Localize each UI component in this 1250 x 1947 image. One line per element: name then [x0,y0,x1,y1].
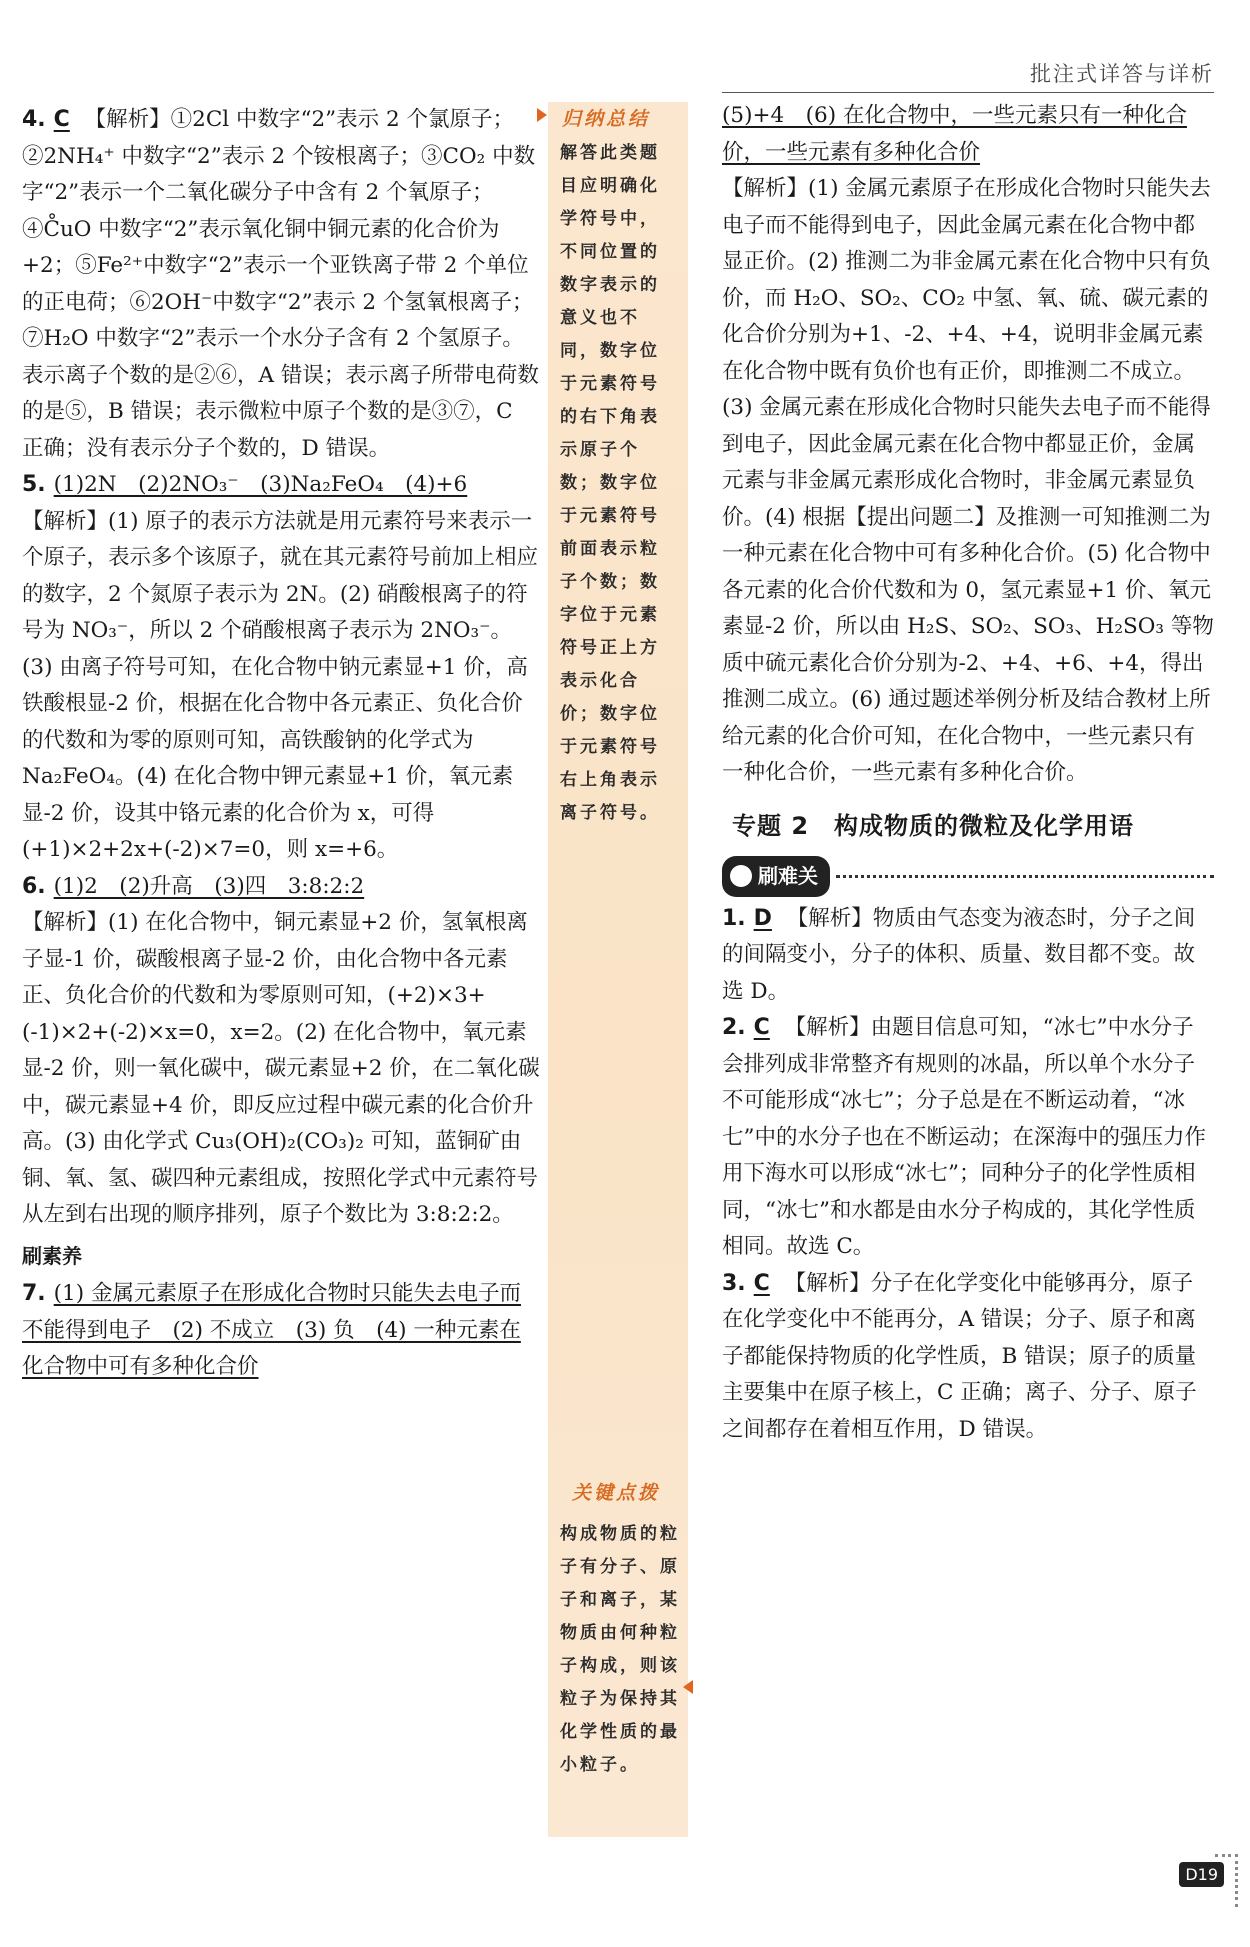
question-7 [22,1276,540,1386]
question-7-explanation: 【解析】(1) 金属元素原子在形成化合物时只能失去电子而不能得到电子，因此金属元素在化合物中都显正价。(2) 推测二为非金属元素在化合物中只有负价，而 H₂O、SO₂、CO₂ 中氢、氧、硫、碳元素的化合价分别为+1、-2、+4、+4，说明非金属元素在化合物中既有负价也有正价，即推测二不成立。(3) 金属元素在形成化合物时只能失去电子而不能得到电子，因此金属元素在化合物中都显正价，金属元素与非金属元素形成化合物时，非金属元素显负价。(4) 根据【提出问题二】及推测一可知推测二为一种元素在化合物中可有多种化合价。(5) 化合物中各元素的化合价代数和为 0，氢元素显+1 价、氧元素显-2 价，所以由 H₂S、SO₂、SO₃、H₂SO₃ 等物质中硫元素化合价分别为-2、+4、+6、+4，得出推测二成立。(6) 通过题述举例分析及结合教材上所给元素的化合价可知，在化合物中，一些元素只有一种化合价，一些元素有多种化合价。 [722,176,1214,785]
hard-section-bar [722,856,1214,897]
answer: (1)2N (2)2NO₃⁻ (3)Na₂FeO₄ (4)+6 [53,472,468,497]
question-7-answer-cont: (5)+4 (6) 在化合物中，一些元素只有一种化合价，一些元素有多种化合价 [722,103,1187,165]
header-rule [722,92,1214,93]
dotted-divider [836,875,1214,878]
hard-label: 刷难关 [758,864,818,888]
explanation: 【解析】(1) 在化合物中，铜元素显+2 价，氢氧根离子显-1 价，碳酸根离子显-2 价，由化合物中各元素正、负化合价的代数和为零原则可知，(+2)×3+(-1)×2+(-2)×x=0，x=2。(2) 在化合物中，氧元素显-2 价，则一氧化碳中，碳元素显+2 价，在二氧化碳中，碳元素显+4 价，即反应过程中碳元素的化合价升高。(3) 由化学式 Cu₃(OH)₂(CO₃)₂ 可知，蓝铜矿由铜、氧、氢、碳四种元素组成，按照化学式中元素符号从左到右出现的顺序排列，原子个数比为 3:8:2:2。 [22,910,540,1227]
question-number: 3. [722,1270,746,1296]
summary-text: 解答此类题目应明确化学符号中，不同位置的数字表示的意义也不同，数字位于元素符号的右下角表示原子个数；数字位于元素符号前面表示粒子个数；数字位于元素符号正上方表示化合价；数字位于元素符号右上角表示离子符号。 [560,143,660,823]
keypoint-text: 构成物质的粒子有分子、原子和离子，某物质由何种粒子构成，则该粒子为保持其化学性质的最小粒子。 [560,1524,680,1775]
question-number: 5. [22,472,46,497]
summary-title: 归纳总结 [562,108,651,130]
answer: (1)2 (2)升高 (3)四 3:8:2:2 [53,873,365,899]
keypoint-title: 关键点拨 [572,1482,661,1504]
hard-badge [722,856,830,897]
explanation: 【解析】分子在化学变化中能够再分，原子在化学变化中不能再分，A 错误；分子、原子和离子都能保持物质的化学性质，B 错误；原子的质量主要集中在原子核上，C 正确；离子、分子、原子之间都存在着相互作用，D 错误。 [722,1270,1197,1442]
answer: C [753,1270,770,1296]
answer: D [753,905,772,931]
page-number: D19 [1179,1862,1224,1887]
question-2 [722,1010,1214,1266]
explanation: 【解析】①2Cl 中数字“2”表示 2 个氯原子；②2NH₄⁺ 中数字“2”表示 2 个铵根离子；③CO₂ 中数字“2”表示一个二氧化碳分子中含有 2 个氧原子；④C̊uO 中数字“2”表示氧化铜中铜元素的化合价为+2；⑤Fe²⁺中数字“2”表示一个亚铁离子带 2 个单位的正电荷；⑥2OH⁻中数字“2”表示 2 个氢氧根离子；⑦H₂O 中数字“2”表示一个水分子含有 2 个氢原子。表示离子个数的是②⑥，A 错误；表示离子所带电荷数的是⑤，B 错误；表示微粒中原子个数的是③⑦，C 正确；没有表示分子个数的，D 错误。 [22,107,539,461]
keypoint-arrow-icon [683,1680,693,1694]
page-header-title: 批注式详答与详析 [1030,62,1214,86]
question-number: 4. [22,107,46,132]
question-5 [22,467,540,869]
badge-icon [730,865,752,887]
question-number: 6. [22,873,46,899]
right-column [722,98,1214,1448]
answer: C [53,107,70,132]
explanation: 【解析】由题目信息可知，“冰七”中水分子会排列成非常整齐有规则的冰晶，所以单个水分子不可能形成“冰七”；分子总是在不断运动着，“冰七”中的水分子也在不断运动；在深海中的强压力作用下海水可以形成“冰七”；同种分子的化学性质相同，“冰七”和水都是由水分子构成的，其化学性质相同。故选 C。 [722,1015,1206,1259]
corner-decoration [1215,1854,1238,1907]
explanation: 【解析】物质由气态变为液态时，分子之间的间隔变小，分子的体积、质量、数目都不变。故选 D。 [722,905,1196,1004]
sidebar-notes [548,102,688,1837]
explanation: 【解析】(1) 原子的表示方法就是用元素符号来表示一个原子，表示多个该原子，就在其元素符号前加上相应的数字，2 个氮原子表示为 2N。(2) 硝酸根离子的符号为 NO₃⁻，所以 2 个硝酸根离子表示为 2NO₃⁻。(3) 由离子符号可知，在化合物中钠元素显+1 价，高铁酸根显-2 价，根据在化合物中各元素正、负化合价的代数和为零的原则可知，高铁酸钠的化学式为 Na₂FeO₄。(4) 在化合物中钾元素显+1 价，氧元素显-2 价，设其中铬元素的化合价为 x，可得 (+1)×2+2x+(-2)×7=0，则 x=+6。 [22,508,539,862]
answer: C [753,1015,770,1040]
question-number: 2. [722,1015,746,1040]
question-number: 1. [722,905,746,931]
section-tag: 刷素养 [22,1243,82,1268]
left-column [22,102,540,1386]
answer: (1) 金属元素原子在形成化合物时只能失去电子而不能得到电子 (2) 不成立 (3) 负 (4) 一种元素在化合物中可有多种化合价 [22,1281,521,1379]
question-1 [722,901,1214,1011]
question-3 [722,1266,1214,1449]
question-6 [22,869,540,1234]
question-4 [22,102,540,467]
topic-title: 专题 2 构成物质的微粒及化学用语 [732,811,1135,840]
question-number: 7. [22,1281,46,1306]
